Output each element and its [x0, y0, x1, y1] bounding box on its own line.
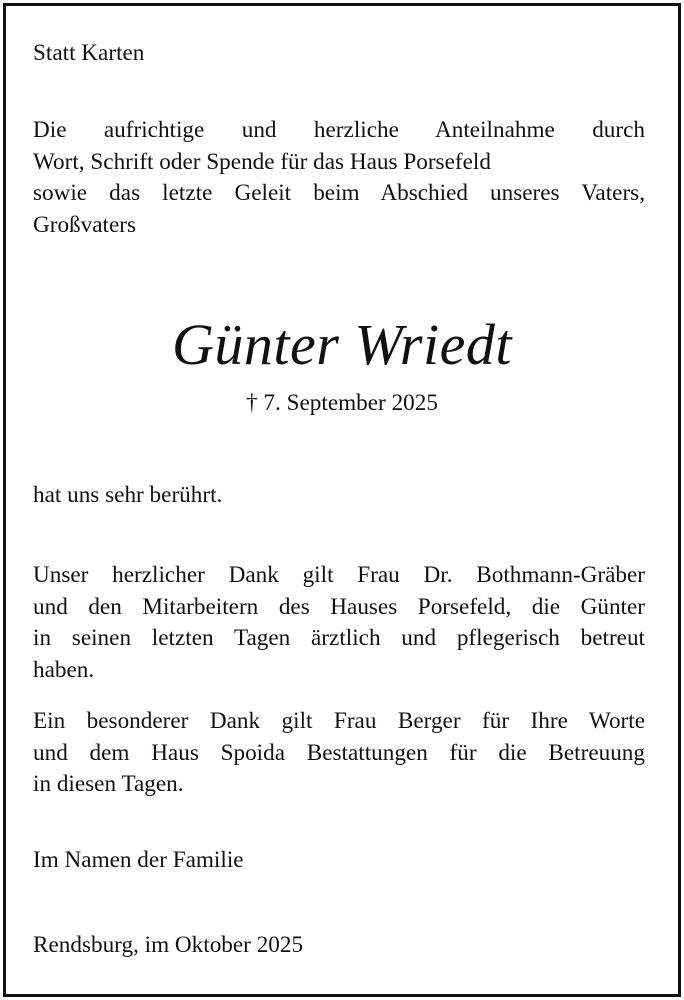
- thanks-paragraph-2: [33, 706, 645, 801]
- place-date-text: Rendsburg, im Oktober 2025: [33, 932, 304, 958]
- thanks-line: in seinen letzten Tagen ärztlich und pflegerisch betreut: [33, 625, 645, 651]
- intro-line: Wort, Schrift oder Spende für das Haus Porsefeld: [33, 148, 491, 175]
- intro-line: Die aufrichtige und herzliche Anteilnahme durch: [33, 117, 645, 143]
- touched-text: hat uns sehr berührt.: [33, 482, 223, 508]
- thanks-line: und den Mitarbeitern des Hauses Porsefeld, die Günter: [33, 593, 645, 620]
- header-text: Statt Karten: [33, 40, 145, 66]
- thanks-line: haben.: [33, 656, 95, 683]
- thanks-paragraph-1: [33, 560, 645, 686]
- thanks-line: Unser herzlicher Dank gilt Frau Dr. Bothmann-Gräber: [33, 562, 645, 588]
- intro-line: Großvaters: [33, 211, 137, 238]
- intro-line: sowie das letzte Geleit beim Abschied unseres Vaters,: [33, 180, 645, 206]
- thanks-line: in diesen Tagen.: [33, 771, 184, 797]
- thanks-line: Ein besonderer Dank gilt Frau Berger für Ihre Worte: [33, 708, 645, 734]
- deceased-name: Günter Wriedt: [172, 312, 512, 377]
- signature-text: Im Namen der Familie: [33, 847, 244, 873]
- intro-paragraph: [33, 115, 645, 241]
- death-date: † 7. September 2025: [246, 390, 438, 416]
- thanks-line: und dem Haus Spoida Bestattungen für die Betreuung: [33, 739, 645, 766]
